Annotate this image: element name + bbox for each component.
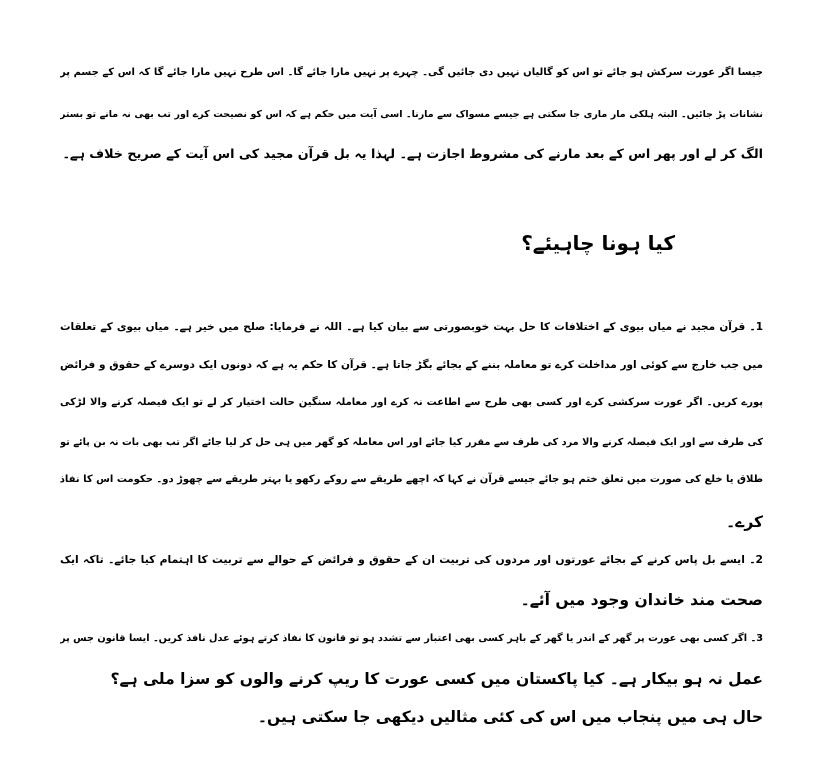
point-1-line-1: 1۔ قرآن مجید نے میاں بیوی کے اختلافات کا حل بہت خوبصورتی سے بیان کیا ہے۔ اللہ نے فرمایا: صلح میں خیر ہے۔ میاں بیوی کے تعلقات: [60, 321, 763, 333]
point-1-line-4: کی طرف سے اور ایک فیصلہ کرنے والا مرد کی طرف سے مقرر کیا جائے اور اس معاملہ کو گھر میں ہی حل کر لیا جائے اگر تب بھی بات نہ بن پائے تو: [60, 437, 763, 448]
point-1-line-5: طلاق یا خلع کی صورت میں تعلق ختم ہو جائے جیسے قرآن نے کہا کہ اچھے طریقے سے روکے رکھو یا بہتر طریقے سے چھوڑ دو۔ حکومت اس کا نفاذ: [60, 474, 763, 485]
point-2-line-1: 2۔ ایسے بل پاس کرنے کے بجائے عورتوں اور مردوں کی تربیت ان کے حقوق و فرائض کے حوالے سے تربیت کا اہتمام کیا جائے۔ تاکہ ایک: [60, 553, 763, 566]
intro-line-2: نشانات پڑ جائیں۔ البتہ ہلکی مار ماری جا سکتی ہے جیسے مسواک سے مارنا۔ اسی آیت میں حکم ہے کہ اس کو نصیحت کرے اور تب بھی نہ مانے تو بستر: [60, 109, 763, 120]
intro-line-1: جیسا اگر عورت سرکش ہو جائے تو اس کو گالیاں نہیں دی جائیں گی۔ چہرے پر نہیں مارا جائے گا۔ اس طرح نہیں مارا جائے گا کہ اس کے جسم پر: [60, 67, 763, 78]
point-1-line-3: پورے کریں۔ اگر عورت سرکشی کرے اور کسی بھی طرح سے اطاعت نہ کرے اور معاملہ سنگین حالت اختیار کر لے تو ایک فیصلہ کرنے والا لڑکی: [60, 397, 763, 408]
point-2-line-2: صحت مند خاندان وجود میں آئے۔: [520, 591, 763, 609]
point-1-line-6: کرے۔: [726, 513, 763, 531]
point-1-line-2: میں جب خارج سے کوئی اور مداخلت کرے تو معاملہ بننے کے بجائے بگڑ جاتا ہے۔ قرآن کا حکم یہ ہے کہ دونوں ایک دوسرے کے حقوق و فرائض: [60, 359, 763, 371]
point-3-line-3: حال ہی میں پنجاب میں اس کی کئی مثالیں دیکھی جا سکتی ہیں۔: [257, 708, 763, 726]
point-3-line-1: 3۔ اگر کسی بھی عورت پر گھر کے اندر یا گھر کے باہر کسی بھی اعتبار سے تشدد ہو تو قانون کا نفاذ کرتے ہوئے عدل نافذ کریں۔ ایسا قانون جس پر: [60, 633, 763, 644]
point-3-line-2: عمل نہ ہو بیکار ہے۔ کیا پاکستان میں کسی عورت کا ریپ کرنے والوں کو سزا ملی ہے؟: [110, 670, 763, 688]
section-heading: کیا ہونا چاہیئے؟: [521, 231, 675, 255]
intro-line-3: الگ کر لے اور پھر اس کے بعد مارنے کی مشروط اجازت ہے۔ لہذا یہ بل قرآن مجید کی اس آیت کے صریح خلاف ہے۔: [62, 147, 763, 162]
